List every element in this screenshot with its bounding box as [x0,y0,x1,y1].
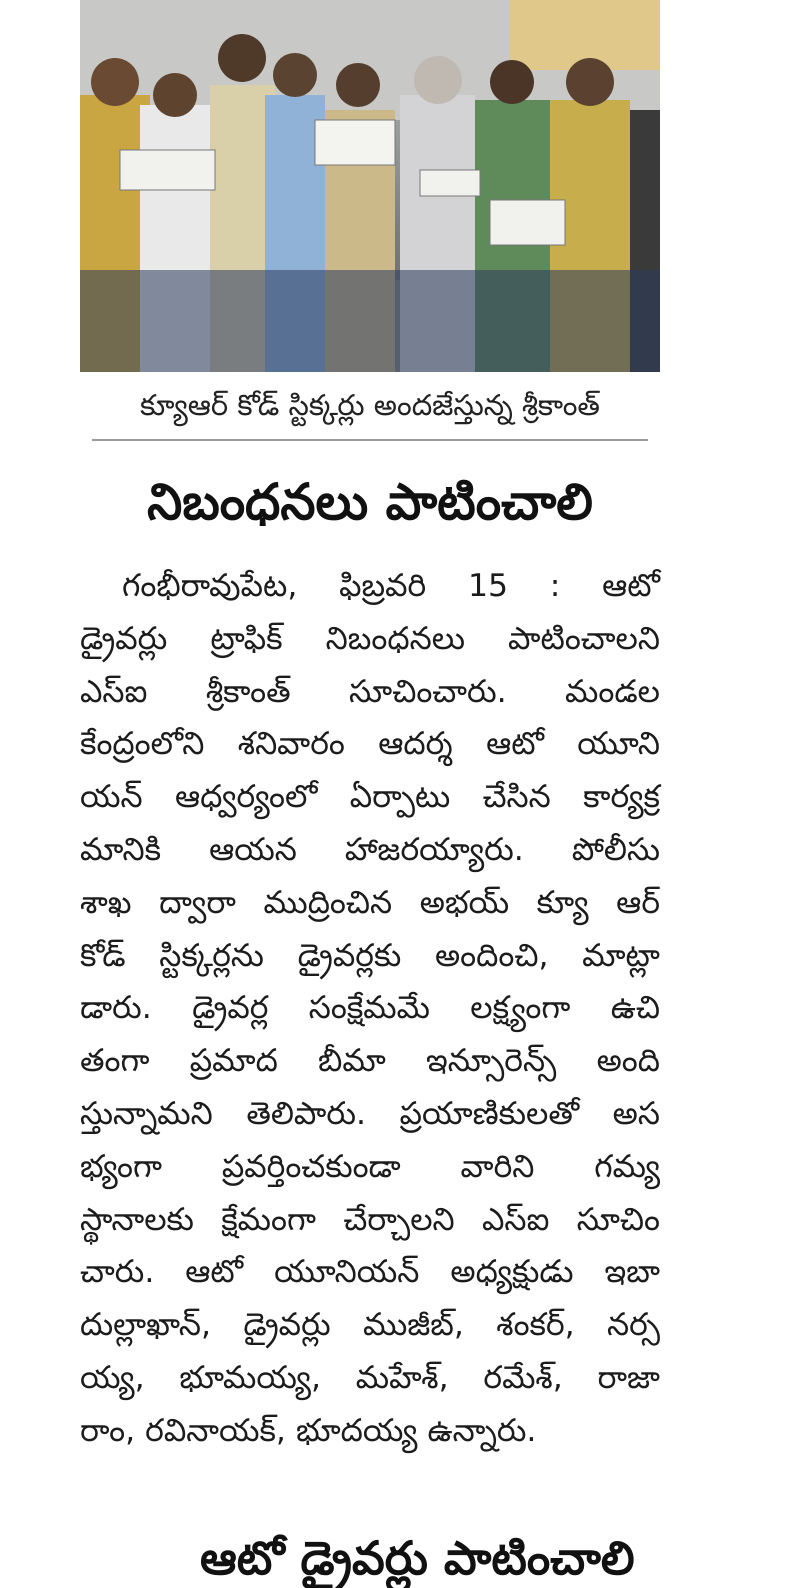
next-article-headline-cropped [200,1522,635,1585]
body-line: స్తున్నామని తెలిపారు. ప్రయాణికులతో అస [80,1095,660,1132]
body-line: రాం, రవినాయక్, భూదయ్య ఉన్నారు. [80,1412,537,1449]
body-line: డ్రైవర్లు ట్రాఫిక్ నిబంధనలు పాటించాలని [80,620,660,657]
article-body [80,560,660,1458]
body-line: భ్యంగా ప్రవర్తించకుండా వారిని గమ్య [80,1148,660,1185]
body-line: డారు. డ్రైవర్ల సంక్షేమమే లక్ష్యంగా ఉచి [80,990,660,1027]
body-line: శాఖ ద్వారా ముద్రించిన అభయ్ క్యూ ఆర్ [80,884,660,921]
body-line: మానికి ఆయన హాజరయ్యారు. పోలీసు [80,831,660,868]
body-line: చారు. ఆటో యూనియన్ అధ్యక్షుడు ఇబా [80,1254,660,1291]
body-line: స్థానాలకు క్షేమంగా చేర్చాలని ఎస్ఐ సూచిం [80,1201,660,1238]
article-headline: నిబంధనలు పాటించాలి [147,473,593,531]
body-line: యన్ ఆధ్వర్యంలో ఏర్పాటు చేసిన కార్యక్ర [80,779,660,816]
body-line: తంగా ప్రమాద బీమా ఇన్సూరెన్స్ అంది [80,1043,660,1080]
caption-divider [92,439,648,441]
body-line: కోడ్ స్టిక్కర్లను డ్రైవర్లకు అందించి, మాట్లా [80,937,660,974]
body-line: ఎస్ఐ శ్రీకాంత్ సూచించారు. మండల [80,673,660,710]
body-line: య్య, భూమయ్య, మహేశ్, రమేశ్, రాజా [80,1359,660,1396]
body-line: గంభీరావుపేట, ఫిబ్రవరి 15 : ఆటో [122,568,660,604]
body-line: కేంద్రంలోని శనివారం ఆదర్శ ఆటో యూని [80,726,660,763]
next-article-headline: ఆటో డ్రైవర్లు పాటించాలి [200,1531,635,1585]
news-photo-illustration [80,0,660,372]
body-line: దుల్లాఖాన్, డ్రైవర్లు ముజీబ్, శంకర్, నర్స [80,1307,660,1344]
news-photo [80,0,660,372]
photo-caption: క్యూఆర్ కోడ్ స్టిక్కర్లు అందజేస్తున్న శ్రీకాంత్ [140,388,600,422]
